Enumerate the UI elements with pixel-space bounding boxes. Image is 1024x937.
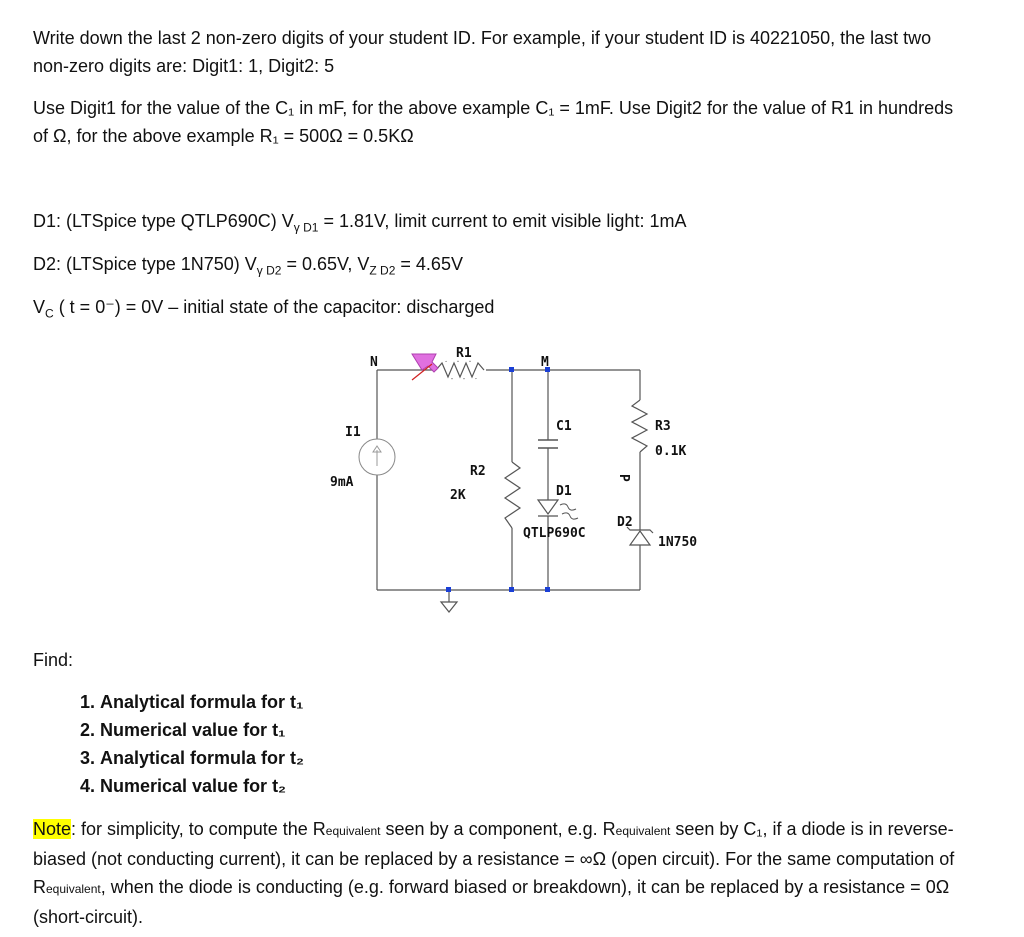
d1-model: QTLP690C	[523, 526, 586, 541]
spec-vc: $V_C$ ( t = 0⁻) = 0V – initial state of the capacitor: discharged	[33, 297, 495, 321]
i1-value: 9mA	[330, 475, 354, 490]
find-item: 4. Numerical value for t₂	[100, 772, 304, 800]
intro-line-1: Write down the last 2 non-zero digits of your student ID. For example, if your student ID is 40221050, the last two	[33, 28, 932, 48]
spec-d1: D1: (LTSpice type QTLP690C) $V_{\gamma D1} = 1.81V$, limit current to emit visible light: 1mA	[33, 211, 687, 235]
d2-zener-diode	[630, 531, 650, 545]
d1-label: D1	[556, 484, 572, 499]
r3-label: R3	[655, 419, 671, 434]
note-label: Note	[33, 819, 72, 839]
intro-line-4: of Ω, for the above example R₁ = 500Ω = 0.5KΩ	[33, 126, 414, 146]
find-item: 3. Analytical formula for t₂	[100, 744, 304, 772]
note-paragraph: Note: for simplicity, to compute the Requivalent seen by a component, e.g. Requivalent seen by C₁, if a diode is in reverse-biased (not conducting current), it can be replaced by a resistance = ∞Ω (open circuit). For the same computation of Requivalent, when the diode is conducting (e.g. forward biased or breakdown), it can be replaced by a resistance = 0Ω (short-circuit).	[33, 819, 955, 927]
node-m-label: M	[541, 355, 549, 370]
d2-model: 1N750	[658, 535, 698, 550]
ground-icon	[441, 602, 457, 612]
intro-line-2: non-zero digits are: Digit1: 1, Digit2: 5	[33, 56, 335, 76]
node-dot	[509, 587, 514, 592]
i1-label: I1	[345, 425, 361, 440]
light-emission-icon	[560, 504, 576, 510]
c1-label: C1	[556, 419, 572, 434]
find-heading: Find:	[33, 650, 74, 670]
node-dot	[446, 587, 451, 592]
d1-led-diode	[538, 500, 558, 514]
find-list	[60, 688, 304, 800]
d2-label: D2	[617, 515, 633, 530]
find-item: 2. Numerical value for t₁	[100, 716, 304, 744]
r1-label: R1	[456, 346, 472, 361]
spec-d2: D2: (LTSpice type 1N750) $V_{\gamma D2} = 0.65V$, $V_{Z D2} = 4.65V$	[33, 254, 463, 278]
intro-line-3: Use Digit1 for the value of the C₁ in mF, for the above example C₁ = 1mF. Use Digit2 for the value of R1 in hundreds	[33, 98, 954, 118]
r3-value: 0.1K	[655, 444, 687, 459]
r2-label: R2	[470, 464, 486, 479]
find-item: 1. Analytical formula for t₁	[100, 688, 304, 716]
r3-resistor	[632, 400, 647, 452]
node-dot	[545, 587, 550, 592]
node-dot	[509, 367, 514, 372]
node-p-label: P	[616, 474, 631, 482]
node-n-label: N	[370, 355, 378, 370]
r2-value: 2K	[450, 488, 466, 503]
